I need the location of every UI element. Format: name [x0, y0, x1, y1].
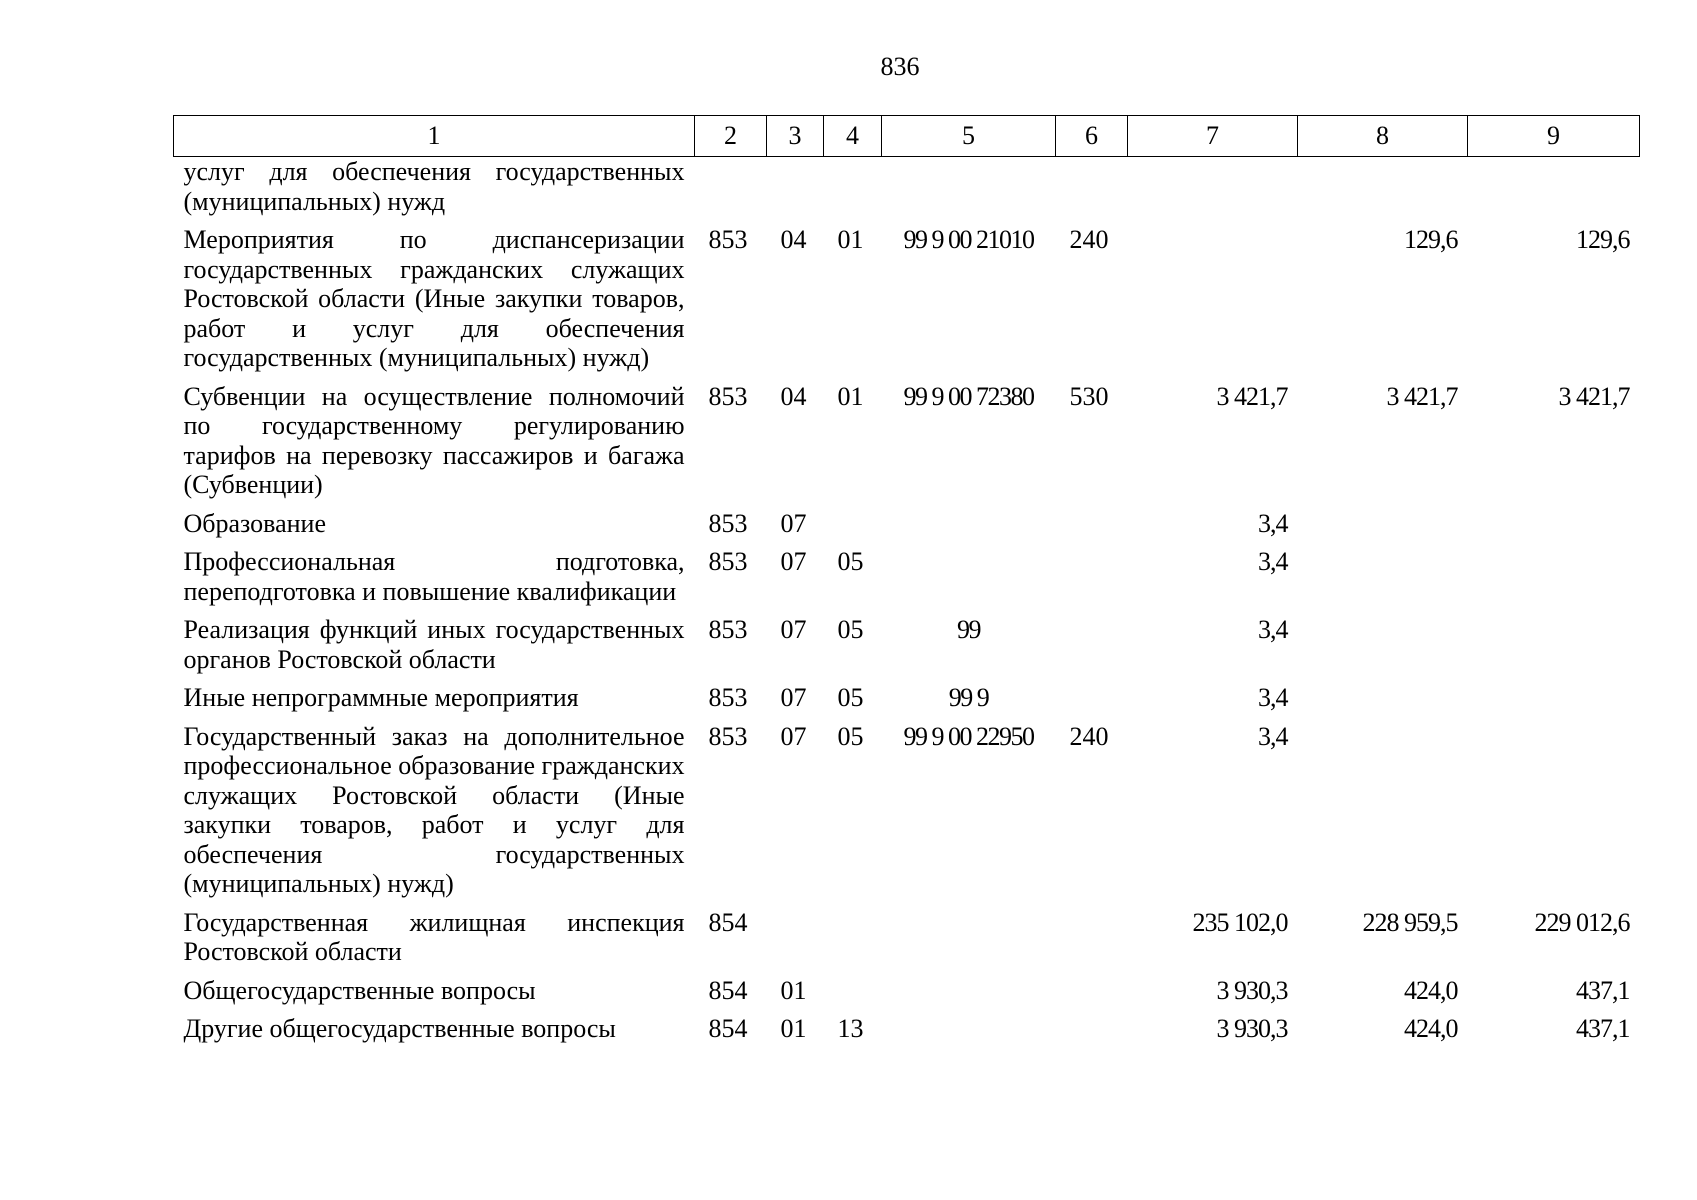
cell-value-year1 — [1128, 225, 1298, 382]
cell-subsection-code — [824, 908, 882, 976]
cell-ministry-code: 853 — [708, 547, 748, 576]
cell-value-year1: 3,4 — [1258, 683, 1288, 712]
cell-value-year3 — [1468, 615, 1640, 683]
row-name: услуг для обеспечения государственных (муниципальных) нужд — [183, 157, 685, 216]
cell-subsection-code: 05 — [837, 683, 864, 712]
cell-target-article: 99 — [957, 615, 980, 644]
cell-expense-type: 240 — [1069, 225, 1109, 254]
cell-value-year1: 3 930,3 — [1216, 975, 1288, 1005]
cell-value-year1: 3,4 — [1258, 547, 1288, 576]
table-header-row — [174, 116, 1640, 157]
cell-subsection-code: 01 — [837, 381, 864, 411]
cell-value-year3: 229 012,6 — [1534, 907, 1630, 937]
cell-value-year1: 3,4 — [1258, 508, 1288, 538]
cell-section-code: 04 — [780, 381, 807, 411]
cell-value-year2: 129,6 — [1404, 225, 1458, 254]
table-row — [174, 509, 1640, 548]
cell-target-article: 99 9 — [948, 683, 989, 712]
cell-section-code — [767, 908, 824, 976]
column-header: 8 — [1298, 116, 1468, 157]
cell-target-article — [882, 509, 1056, 548]
cell-expense-type — [1056, 547, 1128, 615]
cell-value-year3: 437,1 — [1576, 1014, 1630, 1043]
cell-subsection-code: 05 — [837, 721, 864, 751]
column-header: 1 — [174, 116, 695, 157]
table-row — [174, 683, 1640, 722]
table-row — [174, 547, 1640, 615]
cell-ministry-code: 853 — [708, 508, 748, 538]
row-name: Образование — [183, 508, 327, 538]
cell-value-year2: 3 421,7 — [1386, 381, 1458, 411]
cell-target-article — [882, 547, 1056, 615]
cell-subsection-code — [824, 157, 882, 226]
column-header: 3 — [767, 116, 824, 157]
cell-value-year2 — [1298, 722, 1468, 908]
cell-expense-type: 530 — [1069, 381, 1109, 411]
cell-section-code: 07 — [780, 615, 807, 644]
table-row — [174, 908, 1640, 976]
cell-target-article: 99 9 00 72380 — [903, 381, 1034, 411]
cell-ministry-code: 853 — [708, 615, 748, 644]
cell-value-year3: 129,6 — [1576, 225, 1630, 254]
row-name: Государственная жилищная инспекция Ростовской области — [183, 907, 685, 966]
cell-value-year1: 3,4 — [1258, 615, 1288, 644]
cell-subsection-code — [824, 509, 882, 548]
table-row — [174, 382, 1640, 509]
column-header: 9 — [1468, 116, 1640, 157]
cell-value-year2 — [1298, 157, 1468, 226]
column-header: 7 — [1128, 116, 1298, 157]
table-row — [174, 615, 1640, 683]
cell-section-code — [767, 157, 824, 226]
cell-value-year2: 424,0 — [1404, 1014, 1458, 1043]
cell-section-code: 07 — [780, 508, 807, 538]
cell-ministry-code — [695, 157, 767, 226]
row-name: Реализация функций иных государственных органов Ростовской области — [183, 615, 685, 674]
cell-ministry-code: 853 — [708, 683, 748, 712]
cell-expense-type — [1056, 908, 1128, 976]
table-body — [174, 157, 1640, 1053]
cell-value-year3: 3 421,7 — [1558, 381, 1630, 411]
cell-expense-type — [1056, 1014, 1128, 1053]
cell-value-year1: 3,4 — [1258, 721, 1288, 751]
cell-value-year2 — [1298, 615, 1468, 683]
cell-value-year2 — [1298, 509, 1468, 548]
row-name: Общегосударственные вопросы — [183, 975, 536, 1005]
cell-section-code: 07 — [780, 547, 807, 576]
cell-expense-type — [1056, 683, 1128, 722]
cell-value-year3 — [1468, 157, 1640, 226]
cell-target-article — [882, 976, 1056, 1015]
cell-section-code: 07 — [780, 683, 807, 712]
cell-expense-type: 240 — [1069, 721, 1109, 751]
cell-section-code: 01 — [780, 975, 807, 1005]
cell-ministry-code: 853 — [708, 721, 748, 751]
cell-section-code: 01 — [780, 1014, 807, 1043]
cell-ministry-code: 853 — [708, 381, 748, 411]
row-name: Иные непрограммные мероприятия — [183, 683, 579, 712]
cell-ministry-code: 854 — [708, 907, 748, 937]
page-number: 836 — [880, 52, 920, 81]
cell-value-year1: 3 930,3 — [1216, 1014, 1288, 1043]
column-header: 2 — [695, 116, 767, 157]
cell-value-year3 — [1468, 683, 1640, 722]
cell-expense-type — [1056, 615, 1128, 683]
cell-expense-type — [1056, 976, 1128, 1015]
cell-value-year3 — [1468, 722, 1640, 908]
cell-expense-type — [1056, 157, 1128, 226]
cell-value-year3 — [1468, 547, 1640, 615]
cell-section-code: 04 — [780, 225, 807, 254]
cell-subsection-code: 05 — [837, 615, 864, 644]
cell-target-article: 99 9 00 21010 — [903, 225, 1034, 254]
cell-target-article — [882, 1014, 1056, 1053]
row-name: Другие общегосударственные вопросы — [183, 1014, 616, 1043]
table-row — [174, 976, 1640, 1015]
cell-target-article: 99 9 00 22950 — [903, 721, 1034, 751]
cell-value-year1: 235 102,0 — [1192, 907, 1288, 937]
cell-value-year2 — [1298, 683, 1468, 722]
cell-subsection-code: 05 — [837, 547, 864, 576]
column-header: 5 — [882, 116, 1056, 157]
cell-target-article — [882, 908, 1056, 976]
cell-value-year1: 3 421,7 — [1216, 381, 1288, 411]
cell-value-year1 — [1128, 157, 1298, 226]
row-name: Государственный заказ на дополнительное профессиональное образование гражданских служащих Ростовской области (Иные закупки товаров, работ и услуг для обеспечения государственных (муниципальных) нужд) — [183, 721, 685, 898]
cell-value-year3 — [1468, 509, 1640, 548]
table-row — [174, 225, 1640, 382]
cell-target-article — [882, 157, 1056, 226]
table-row — [174, 1014, 1640, 1053]
cell-subsection-code: 01 — [837, 225, 864, 254]
cell-ministry-code: 854 — [708, 1014, 748, 1043]
column-header: 6 — [1056, 116, 1128, 157]
column-header: 4 — [824, 116, 882, 157]
cell-ministry-code: 853 — [708, 225, 748, 254]
table-row — [174, 722, 1640, 908]
budget-table — [173, 115, 1640, 1053]
cell-value-year2 — [1298, 547, 1468, 615]
cell-subsection-code — [824, 976, 882, 1015]
table-row — [174, 157, 1640, 226]
cell-value-year3: 437,1 — [1576, 975, 1630, 1005]
cell-section-code: 07 — [780, 721, 807, 751]
cell-value-year2: 228 959,5 — [1362, 907, 1458, 937]
row-name: Профессиональная подготовка, переподготовка и повышение квалификации — [183, 547, 685, 606]
cell-ministry-code: 854 — [708, 975, 748, 1005]
row-name: Субвенции на осуществление полномочий по государственному регулированию тарифов на перевозку пассажиров и багажа (Субвенции) — [183, 381, 685, 499]
cell-value-year2: 424,0 — [1404, 975, 1458, 1005]
row-name: Мероприятия по диспансеризации государственных гражданских служащих Ростовской области (Иные закупки товаров, работ и услуг для обеспечения государственных (муниципальных) нужд) — [183, 225, 685, 372]
cell-subsection-code: 13 — [837, 1014, 864, 1043]
cell-expense-type — [1056, 509, 1128, 548]
